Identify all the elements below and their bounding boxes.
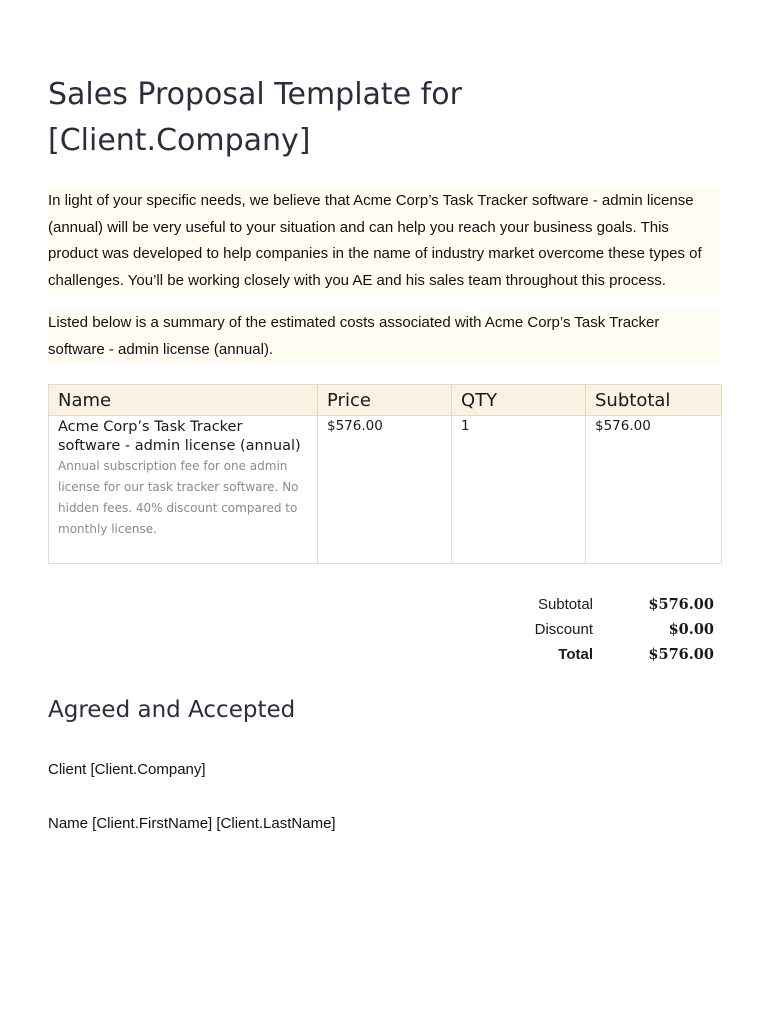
header-name: Name — [49, 385, 318, 416]
table-row — [49, 416, 722, 564]
header-subtotal: Subtotal — [586, 385, 722, 416]
subtotal-row — [428, 592, 720, 617]
page-title: Sales Proposal Template for [Client.Company] — [48, 77, 462, 158]
subtotal-value: $576.00 — [648, 596, 714, 613]
discount-row — [428, 617, 720, 642]
header-qty: QTY — [452, 385, 586, 416]
client-line: Client [Client.Company] — [48, 761, 206, 778]
acceptance-heading: Agreed and Accepted — [48, 697, 296, 723]
pricing-table — [48, 384, 722, 564]
item-name: Acme Corp’s Task Tracker software - admin license (annual) — [58, 419, 301, 454]
discount-label: Discount — [534, 621, 593, 638]
header-price: Price — [318, 385, 452, 416]
summary-paragraph: Listed below is a summary of the estimated costs associated with Acme Corp’s Task Tracker software - admin license (annual). — [48, 310, 720, 363]
table-header-row — [49, 385, 722, 416]
total-row — [428, 642, 720, 667]
total-value: $576.00 — [648, 646, 714, 663]
subtotal-label: Subtotal — [537, 596, 593, 613]
cell-subtotal: $576.00 — [586, 416, 722, 564]
totals-summary — [428, 592, 720, 667]
cell-name — [49, 416, 318, 564]
name-line: Name [Client.FirstName] [Client.LastName] — [48, 815, 336, 832]
cell-price: $576.00 — [318, 416, 452, 564]
total-label: Total — [558, 646, 593, 663]
item-description: Annual subscription fee for one admin license for our task tracker software. No hidden fees. 40% discount compared to monthly license. — [58, 459, 299, 536]
discount-value: $0.00 — [668, 621, 714, 638]
intro-paragraph: In light of your specific needs, we believe that Acme Corp’s Task Tracker software - admin license (annual) will be very useful to your situation and can help you reach your business goals. This product was developed to help companies in the name of industry market overcome these types of challenges. You’ll be working closely with you AE and his sales team throughout this process. — [48, 188, 720, 294]
cell-qty: 1 — [452, 416, 586, 564]
